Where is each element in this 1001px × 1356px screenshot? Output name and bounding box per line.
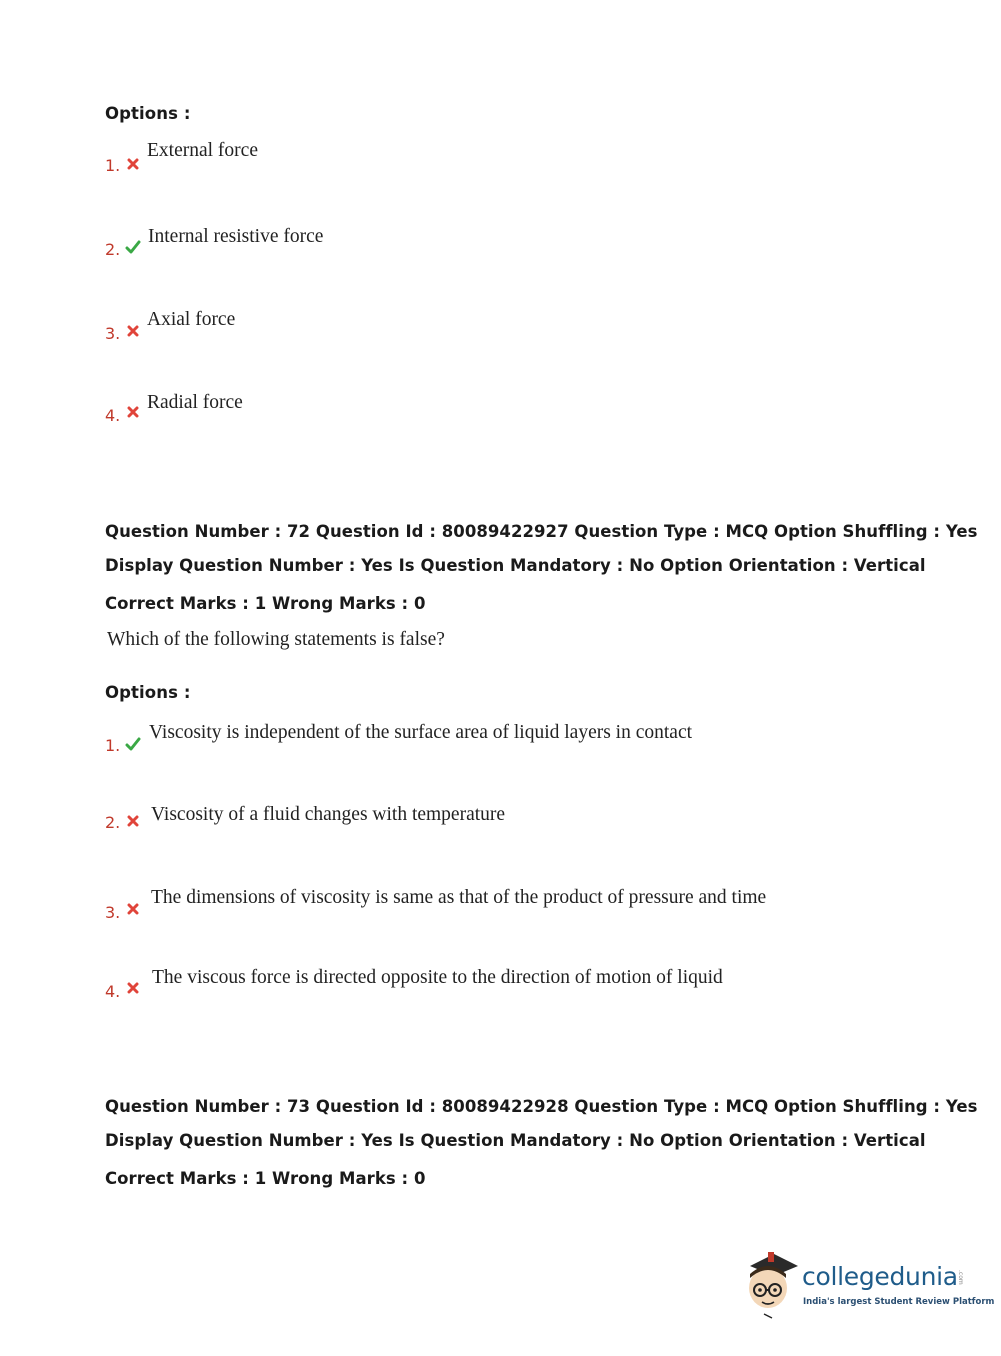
question-meta-line: Question Number : 72 Question Id : 80089422927 Question Type : MCQ Option Shuffling : Yes [105,522,978,541]
correct-check-icon [125,736,141,752]
question-meta-line: Display Question Number : Yes Is Question Mandatory : No Option Orientation : Vertical [105,556,926,575]
option-number: 3. [105,903,121,922]
option-number: 2. [105,813,121,832]
option-item [105,967,805,1007]
option-number: 4. [105,406,121,425]
brand-tagline: India's largest Student Review Platform [803,1297,995,1307]
question-meta-line: Question Number : 73 Question Id : 80089422928 Question Type : MCQ Option Shuffling : Yes [105,1097,978,1116]
question-text: Which of the following statements is false? [107,629,445,650]
option-item [105,805,805,845]
option-text: Internal resistive force [148,226,324,247]
option-number: 1. [105,736,121,755]
wrong-cross-icon [125,156,141,172]
brand-suffix: .com [957,1270,964,1285]
option-text: Viscosity of a fluid changes with temperature [151,804,506,825]
option-text: The dimensions of viscosity is same as that of the product of pressure and time [151,887,767,908]
option-text: Viscosity is independent of the surface area of liquid layers in contact [149,722,693,743]
option-item [105,140,505,180]
brand-name: collegedunia [802,1262,958,1291]
option-item [105,226,505,266]
wrong-cross-icon [125,901,141,917]
wrong-cross-icon [125,813,141,829]
option-number: 1. [105,156,121,175]
wrong-cross-icon [125,404,141,420]
options-label: Options : [105,104,191,123]
option-item [105,722,805,762]
mascot-icon [742,1248,802,1320]
collegedunia-logo [742,1248,995,1320]
option-item [105,310,505,350]
option-number: 4. [105,982,121,1001]
option-number: 3. [105,324,121,343]
option-item [105,887,805,927]
option-item [105,393,505,433]
wrong-cross-icon [125,980,141,996]
options-label: Options : [105,683,191,702]
option-text: External force [147,140,258,161]
wrong-cross-icon [125,323,141,339]
marks-line: Correct Marks : 1 Wrong Marks : 0 [105,594,426,613]
correct-check-icon [125,239,141,255]
option-number: 2. [105,240,121,259]
option-text: Radial force [147,392,243,413]
question-meta-line: Display Question Number : Yes Is Question Mandatory : No Option Orientation : Vertical [105,1131,926,1150]
option-text: Axial force [147,309,236,330]
option-text: The viscous force is directed opposite to the direction of motion of liquid [152,967,723,988]
marks-line: Correct Marks : 1 Wrong Marks : 0 [105,1169,426,1188]
